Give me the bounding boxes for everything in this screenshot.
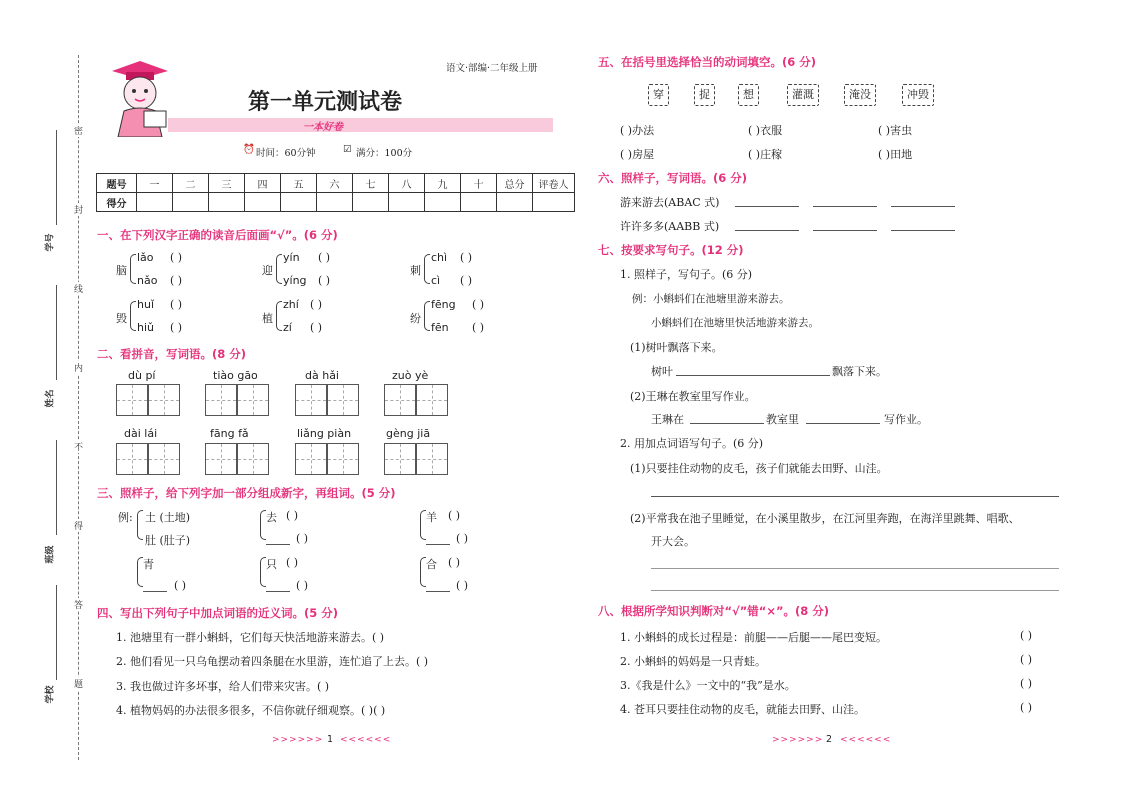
s2-pinyin: dài lái: [124, 427, 158, 440]
s8-answer-paren[interactable]: ( ): [1020, 653, 1033, 666]
footer-arrows-right: <<<<<<: [840, 735, 892, 745]
section-2-title: 二、看拼音，写词语。(8 分): [97, 347, 247, 361]
seal-char-feng: 封: [74, 203, 83, 216]
score-table-header-row: [97, 174, 575, 193]
s5-word-box: 淹没: [844, 84, 876, 106]
seal-char-de: 得: [74, 519, 83, 532]
table-cell: 三: [209, 174, 245, 193]
s5-word-box: 捉: [694, 84, 715, 106]
class-label: 班级: [45, 545, 56, 564]
s7-a1: (1)树叶飘落下来。: [630, 341, 723, 354]
s6-line-2-label: 许许多多(AABB 式): [620, 220, 720, 233]
score-cell[interactable]: [533, 193, 575, 212]
s1-pinyin: chì: [431, 251, 448, 264]
s3-char: 羊: [426, 511, 437, 524]
s1-answer-paren[interactable]: ( ): [310, 321, 323, 334]
s3-example-1: 土 (土地): [145, 511, 191, 524]
s1-char: 脑: [116, 264, 127, 277]
s1-pinyin: yín: [283, 251, 300, 264]
s8-question: 1. 小蝌蚪的成长过程是：前腿——后腿——尾巴变短。: [620, 631, 887, 644]
page-number-1: 1: [327, 734, 334, 745]
table-cell: 十: [461, 174, 497, 193]
table-cell: 题号: [97, 174, 137, 193]
s3-char: 青: [143, 558, 154, 571]
s1-pinyin: fēng: [431, 298, 456, 311]
s3-answer-paren[interactable]: ( ): [456, 579, 469, 592]
score-table: [96, 173, 575, 212]
s1-pinyin: huǐ: [137, 298, 154, 311]
s7-q2: 2. 用加点词语写句子。(6 分): [620, 437, 764, 450]
s1-pinyin: zhí: [283, 298, 299, 311]
s2-grid-pair[interactable]: [205, 384, 269, 416]
table-cell: 七: [353, 174, 389, 193]
s3-answer-line[interactable]: [266, 544, 290, 545]
s3-answer-paren[interactable]: ( ): [448, 556, 461, 569]
s3-answer-paren[interactable]: ( ): [296, 579, 309, 592]
s3-answer-line[interactable]: [143, 591, 167, 592]
table-cell: 四: [245, 174, 281, 193]
s2-grid-pair[interactable]: [116, 443, 180, 475]
s5-fill[interactable]: ( )衣服: [748, 124, 783, 137]
seal-char-da: 答: [74, 598, 83, 611]
s3-answer-paren[interactable]: ( ): [456, 532, 469, 545]
s3-answer-paren[interactable]: ( ): [174, 579, 187, 592]
s7-answer-line[interactable]: [690, 423, 764, 424]
s2-grid-pair[interactable]: [384, 384, 448, 416]
s3-answer-paren[interactable]: ( ): [286, 509, 299, 522]
section-3-title: 三、照样子，给下列字加一部分组成新字，再组词。(5 分): [97, 486, 396, 500]
s7-a2-start: 王琳在: [651, 413, 684, 426]
student-mascot-illustration: [104, 57, 174, 137]
table-cell: 总分: [497, 174, 533, 193]
s6-answer-line[interactable]: [891, 206, 955, 207]
s3-example-2: 肚 (肚子): [145, 534, 191, 547]
score-table-row: [97, 193, 575, 212]
s1-bracket: [276, 301, 282, 331]
name-label: 姓名: [45, 389, 56, 408]
s7-answer-line[interactable]: [651, 568, 1059, 569]
s1-bracket: [276, 254, 282, 284]
s5-fill[interactable]: ( )房屋: [620, 148, 655, 161]
s1-bracket: [130, 301, 136, 331]
s7-b2: (2)平常我在池子里睡觉，在小溪里散步，在江河里奔跑，在海洋里跳舞、唱歌、: [630, 512, 1020, 525]
s1-answer-paren[interactable]: ( ): [310, 298, 323, 311]
s5-word-box: 冲毁: [902, 84, 934, 106]
table-cell: 九: [425, 174, 461, 193]
score-label: 满分：100分: [356, 148, 413, 159]
s1-char: 刺: [410, 264, 421, 277]
s7-a2-mid: 教室里: [766, 413, 799, 426]
s5-fill[interactable]: ( )庄稼: [748, 148, 783, 161]
score-cell[interactable]: [353, 193, 389, 212]
s8-answer-paren[interactable]: ( ): [1020, 701, 1033, 714]
s6-answer-line[interactable]: [813, 206, 877, 207]
s1-answer-paren[interactable]: ( ): [170, 251, 183, 264]
s1-pinyin: nǎo: [137, 274, 158, 287]
s5-word-box: 穿: [648, 84, 669, 106]
s8-question: 4. 苍耳只要挂住动物的皮毛，就能去田野、山洼。: [620, 703, 865, 716]
binding-dashed-line: [78, 55, 79, 760]
s7-answer-line[interactable]: [676, 375, 830, 376]
s4-question: 2. 他们看见一只乌龟摆动着四条腿在水里游，连忙追了上去。( ): [116, 655, 429, 668]
s3-answer-paren[interactable]: ( ): [448, 509, 461, 522]
s7-a1-end: 飘落下来。: [832, 365, 887, 378]
s2-grid-pair[interactable]: [384, 443, 448, 475]
s5-word-box: 想: [738, 84, 759, 106]
name-line[interactable]: [56, 285, 57, 380]
brand-label: 一本好卷: [303, 122, 343, 133]
section-5-title: 五、在括号里选择恰当的动词填空。(6 分): [598, 55, 817, 69]
s7-a2-end: 写作业。: [884, 413, 928, 426]
s5-fill[interactable]: ( )办法: [620, 124, 655, 137]
s1-pinyin: lǎo: [137, 251, 154, 264]
s7-a2: (2)王琳在教室里写作业。: [630, 390, 756, 403]
s2-pinyin: dà hǎi: [305, 369, 339, 382]
s3-answer-line[interactable]: [426, 544, 450, 545]
s7-answer-line[interactable]: [651, 590, 1059, 591]
s1-pinyin: zí: [283, 321, 292, 334]
seal-char-xian: 线: [74, 282, 83, 295]
s4-question: 4. 植物妈妈的办法很多很多，不信你就仔细观察。( )( ): [116, 704, 386, 717]
s7-a1-start: 树叶: [651, 365, 673, 378]
s1-char: 纷: [410, 312, 421, 325]
s1-answer-paren[interactable]: ( ): [472, 298, 485, 311]
s1-bracket: [130, 254, 136, 284]
s1-pinyin: hiǔ: [137, 321, 154, 334]
class-line[interactable]: [56, 440, 57, 535]
s3-bracket: [137, 510, 143, 540]
table-cell: 得分: [97, 193, 137, 212]
seal-char-ti: 题: [74, 677, 83, 690]
s1-bracket: [424, 301, 430, 331]
table-cell: 六: [317, 174, 353, 193]
s8-answer-paren[interactable]: ( ): [1020, 677, 1033, 690]
section-1-title: 一、在下列汉字正确的读音后面画“√”。(6 分): [97, 228, 338, 242]
title-ribbon: [168, 118, 553, 132]
s1-answer-paren[interactable]: ( ): [318, 274, 331, 287]
s2-grid-pair[interactable]: [295, 384, 359, 416]
s6-answer-line[interactable]: [891, 230, 955, 231]
table-cell: 二: [173, 174, 209, 193]
s1-pinyin: fēn: [431, 321, 449, 334]
section-8-title: 八、根据所学知识判断对“√”错“×”。(8 分): [598, 604, 830, 618]
section-7-title: 七、按要求写句子。(12 分): [598, 243, 744, 257]
footer-arrows-right: <<<<<<: [340, 735, 392, 745]
s3-answer-paren[interactable]: ( ): [286, 556, 299, 569]
s7-b2-cont: 开大会。: [651, 535, 695, 548]
s6-answer-line[interactable]: [735, 206, 799, 207]
s1-answer-paren[interactable]: ( ): [460, 274, 473, 287]
table-cell: 一: [137, 174, 173, 193]
s3-char: 去: [266, 511, 277, 524]
s2-grid-pair[interactable]: [295, 443, 359, 475]
s2-grid-pair[interactable]: [205, 443, 269, 475]
subject-label: 语文·部编·二年级上册: [446, 63, 538, 74]
s1-pinyin: cì: [431, 274, 441, 287]
s3-example-label: 例:: [118, 511, 133, 524]
footer-arrows-left: >>>>>>: [772, 735, 824, 745]
s1-answer-paren[interactable]: ( ): [472, 321, 485, 334]
table-cell: 五: [281, 174, 317, 193]
s1-pinyin: yíng: [283, 274, 307, 287]
s2-pinyin: gèng jiā: [386, 427, 431, 440]
student-id-label: 学号: [45, 233, 56, 252]
s2-pinyin: zuò yè: [392, 369, 429, 382]
s7-example-2: 小蝌蚪们在池塘里快活地游来游去。: [651, 317, 819, 329]
page-number-2: 2: [826, 734, 833, 745]
s8-question: 3.《我是什么》一文中的“我”是水。: [620, 679, 796, 692]
score-cell[interactable]: [461, 193, 497, 212]
s2-grid-pair[interactable]: [116, 384, 180, 416]
score-cell[interactable]: [425, 193, 461, 212]
s5-fill[interactable]: ( )害虫: [878, 124, 913, 137]
score-cell[interactable]: [245, 193, 281, 212]
s6-line-1-label: 游来游去(ABAC 式): [620, 196, 720, 209]
s1-answer-paren[interactable]: ( ): [318, 251, 331, 264]
score-cell[interactable]: [209, 193, 245, 212]
check-icon: ☑: [343, 144, 352, 155]
time-label: 时间：60分钟: [256, 148, 316, 159]
s1-char: 毁: [116, 312, 127, 325]
s2-pinyin: fāng fǎ: [210, 427, 249, 440]
s7-b1: (1)只要挂住动物的皮毛，孩子们就能去田野、山洼。: [630, 462, 888, 475]
score-cell[interactable]: [389, 193, 425, 212]
section-4-title: 四、写出下列句子中加点词语的近义词。(5 分): [97, 606, 339, 620]
s7-q1: 1. 照样子，写句子。(6 分): [620, 268, 753, 281]
s5-fill[interactable]: ( )田地: [878, 148, 913, 161]
s1-answer-paren[interactable]: ( ): [170, 274, 183, 287]
s1-char: 植: [262, 312, 273, 325]
s7-example-1: 例：小蝌蚪们在池塘里游来游去。: [632, 293, 790, 305]
school-label: 学校: [45, 685, 56, 704]
footer-arrows-left: >>>>>>: [272, 735, 324, 745]
s7-answer-line[interactable]: [651, 496, 1059, 497]
s6-answer-line[interactable]: [735, 230, 799, 231]
seal-char-mi: 密: [74, 124, 83, 137]
s1-char: 迎: [262, 264, 273, 277]
page-title: 第一单元测试卷: [248, 90, 403, 115]
s3-answer-line[interactable]: [426, 591, 450, 592]
s2-pinyin: liǎng piàn: [297, 427, 352, 440]
school-line[interactable]: [56, 585, 57, 680]
score-cell[interactable]: [137, 193, 173, 212]
seal-char-nei: 内: [74, 361, 83, 374]
s7-answer-line[interactable]: [806, 423, 880, 424]
s8-question: 2. 小蝌蚪的妈妈是一只青蛙。: [620, 655, 766, 668]
s3-answer-paren[interactable]: ( ): [296, 532, 309, 545]
s5-word-box: 灌溉: [787, 84, 819, 106]
s1-answer-paren[interactable]: ( ): [170, 321, 183, 334]
s1-answer-paren[interactable]: ( ): [460, 251, 473, 264]
score-cell[interactable]: [497, 193, 533, 212]
s3-char: 只: [266, 558, 277, 571]
score-cell[interactable]: [281, 193, 317, 212]
student-id-line[interactable]: [56, 130, 57, 225]
table-cell: 八: [389, 174, 425, 193]
s1-bracket: [424, 254, 430, 284]
s4-question: 3. 我也做过许多坏事，给人们带来灾害。( ): [116, 680, 330, 693]
s2-pinyin: dù pí: [128, 369, 156, 382]
s3-answer-line[interactable]: [266, 591, 290, 592]
table-cell: 评卷人: [533, 174, 575, 193]
score-cell[interactable]: [173, 193, 209, 212]
s8-answer-paren[interactable]: ( ): [1020, 629, 1033, 642]
section-6-title: 六、照样子，写词语。(6 分): [598, 171, 748, 185]
s1-answer-paren[interactable]: ( ): [170, 298, 183, 311]
s3-char: 合: [426, 558, 437, 571]
s2-pinyin: tiào gāo: [213, 369, 258, 382]
s4-question: 1. 池塘里有一群小蝌蚪，它们每天快活地游来游去。( ): [116, 631, 385, 644]
score-cell[interactable]: [317, 193, 353, 212]
s6-answer-line[interactable]: [813, 230, 877, 231]
seal-char-bu: 不: [74, 440, 83, 453]
clock-icon: ⏰: [243, 144, 255, 155]
